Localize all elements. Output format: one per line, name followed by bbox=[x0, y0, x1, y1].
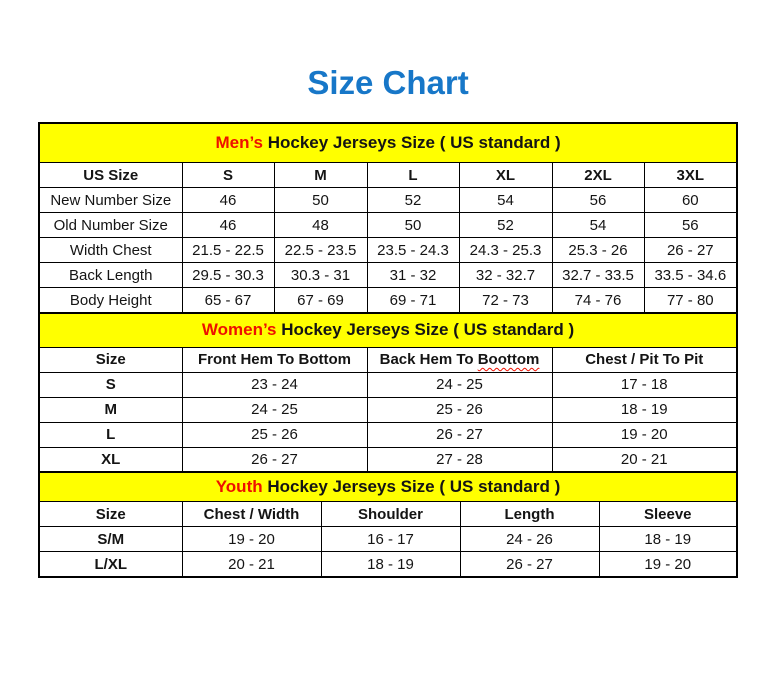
womens-size-table bbox=[38, 312, 738, 474]
youth-cell: 19 - 20 bbox=[182, 527, 321, 552]
mens-cell: 32.7 - 33.5 bbox=[552, 263, 644, 288]
mens-cell: 25.3 - 26 bbox=[552, 238, 644, 263]
mens-cell: 29.5 - 30.3 bbox=[182, 263, 274, 288]
womens-column-header-3: Chest / Pit To Pit bbox=[552, 347, 737, 372]
womens-table-row bbox=[39, 422, 737, 447]
womens-cell: 26 - 27 bbox=[367, 422, 552, 447]
youth-cell: 18 - 19 bbox=[599, 527, 737, 552]
mens-cell: 72 - 73 bbox=[459, 288, 552, 314]
page-title: Size Chart bbox=[307, 64, 469, 101]
mens-cell: 54 bbox=[552, 213, 644, 238]
mens-table-row bbox=[39, 263, 737, 288]
womens-cell: 26 - 27 bbox=[182, 447, 367, 473]
mens-cell: 56 bbox=[552, 188, 644, 213]
mens-row-label: Old Number Size bbox=[39, 213, 182, 238]
womens-cell: 20 - 21 bbox=[552, 447, 737, 473]
womens-cell: 19 - 20 bbox=[552, 422, 737, 447]
youth-section-title-highlight: Youth bbox=[215, 477, 263, 496]
womens-cell: 25 - 26 bbox=[182, 422, 367, 447]
youth-cell: 26 - 27 bbox=[460, 552, 599, 578]
womens-cell: 24 - 25 bbox=[182, 397, 367, 422]
womens-row-label: M bbox=[39, 397, 182, 422]
youth-row-label: S/M bbox=[39, 527, 182, 552]
mens-cell: 26 - 27 bbox=[644, 238, 737, 263]
mens-column-header-1: S bbox=[182, 163, 274, 188]
mens-table-row bbox=[39, 188, 737, 213]
youth-cell: 24 - 26 bbox=[460, 527, 599, 552]
mens-cell: 50 bbox=[367, 213, 459, 238]
youth-size-table bbox=[38, 471, 738, 578]
youth-table-row bbox=[39, 527, 737, 552]
mens-column-header-5: 2XL bbox=[552, 163, 644, 188]
mens-row-label: Body Height bbox=[39, 288, 182, 314]
mens-section-band bbox=[39, 123, 737, 163]
mens-cell: 24.3 - 25.3 bbox=[459, 238, 552, 263]
mens-cell: 31 - 32 bbox=[367, 263, 459, 288]
womens-row-label: L bbox=[39, 422, 182, 447]
womens-column-header-0: Size bbox=[39, 347, 182, 372]
womens-cell: 17 - 18 bbox=[552, 372, 737, 397]
mens-column-header-6: 3XL bbox=[644, 163, 737, 188]
womens-table-row bbox=[39, 397, 737, 422]
mens-cell: 33.5 - 34.6 bbox=[644, 263, 737, 288]
mens-cell: 56 bbox=[644, 213, 737, 238]
womens-section-band bbox=[39, 313, 737, 348]
youth-section-title-rest: Hockey Jerseys Size ( US standard ) bbox=[262, 477, 561, 496]
mens-row-label: Back Length bbox=[39, 263, 182, 288]
mens-row-label: New Number Size bbox=[39, 188, 182, 213]
misspelled-word: Boottom bbox=[477, 351, 540, 368]
youth-column-header-2: Shoulder bbox=[321, 502, 460, 527]
youth-section-title bbox=[39, 472, 737, 502]
mens-cell: 21.5 - 22.5 bbox=[182, 238, 274, 263]
youth-column-header-0: Size bbox=[39, 502, 182, 527]
womens-row-label: S bbox=[39, 372, 182, 397]
youth-cell: 19 - 20 bbox=[599, 552, 737, 578]
mens-cell: 48 bbox=[274, 213, 367, 238]
womens-header-row bbox=[39, 347, 737, 372]
mens-section-title-rest: Hockey Jerseys Size ( US standard ) bbox=[263, 133, 561, 152]
mens-table-row bbox=[39, 238, 737, 263]
mens-cell: 67 - 69 bbox=[274, 288, 367, 314]
womens-cell: 23 - 24 bbox=[182, 372, 367, 397]
mens-cell: 74 - 76 bbox=[552, 288, 644, 314]
mens-cell: 77 - 80 bbox=[644, 288, 737, 314]
mens-cell: 60 bbox=[644, 188, 737, 213]
womens-column-header-1: Front Hem To Bottom bbox=[182, 347, 367, 372]
mens-cell: 30.3 - 31 bbox=[274, 263, 367, 288]
womens-section-title bbox=[39, 313, 737, 348]
youth-cell: 18 - 19 bbox=[321, 552, 460, 578]
womens-cell: 25 - 26 bbox=[367, 397, 552, 422]
youth-column-header-3: Length bbox=[460, 502, 599, 527]
mens-cell: 46 bbox=[182, 213, 274, 238]
size-tables bbox=[38, 122, 736, 578]
mens-cell: 69 - 71 bbox=[367, 288, 459, 314]
mens-table-row bbox=[39, 213, 737, 238]
mens-cell: 65 - 67 bbox=[182, 288, 274, 314]
womens-cell: 24 - 25 bbox=[367, 372, 552, 397]
mens-column-header-0: US Size bbox=[39, 163, 182, 188]
youth-header-row bbox=[39, 502, 737, 527]
youth-column-header-1: Chest / Width bbox=[182, 502, 321, 527]
mens-cell: 52 bbox=[367, 188, 459, 213]
womens-section-title-rest: Hockey Jerseys Size ( US standard ) bbox=[276, 320, 575, 339]
womens-row-label: XL bbox=[39, 447, 182, 473]
mens-row-label: Width Chest bbox=[39, 238, 182, 263]
womens-cell: 27 - 28 bbox=[367, 447, 552, 473]
youth-cell: 16 - 17 bbox=[321, 527, 460, 552]
womens-section-title-highlight: Women’s bbox=[201, 320, 277, 339]
mens-cell: 22.5 - 23.5 bbox=[274, 238, 367, 263]
mens-cell: 52 bbox=[459, 213, 552, 238]
mens-column-header-4: XL bbox=[459, 163, 552, 188]
mens-cell: 54 bbox=[459, 188, 552, 213]
mens-section-title bbox=[39, 123, 737, 163]
youth-cell: 20 - 21 bbox=[182, 552, 321, 578]
mens-cell: 32 - 32.7 bbox=[459, 263, 552, 288]
mens-column-header-2: M bbox=[274, 163, 367, 188]
youth-table-row bbox=[39, 552, 737, 578]
womens-cell: 18 - 19 bbox=[552, 397, 737, 422]
womens-table-row bbox=[39, 372, 737, 397]
youth-row-label: L/XL bbox=[39, 552, 182, 578]
mens-cell: 23.5 - 24.3 bbox=[367, 238, 459, 263]
youth-column-header-4: Sleeve bbox=[599, 502, 737, 527]
mens-header-row bbox=[39, 163, 737, 188]
womens-column-header-2: Back Hem To Boottom bbox=[367, 347, 552, 372]
mens-section-title-highlight: Men’s bbox=[215, 133, 263, 152]
mens-table-row bbox=[39, 288, 737, 314]
womens-table-row bbox=[39, 447, 737, 473]
mens-cell: 46 bbox=[182, 188, 274, 213]
mens-column-header-3: L bbox=[367, 163, 459, 188]
mens-cell: 50 bbox=[274, 188, 367, 213]
mens-size-table bbox=[38, 122, 738, 314]
youth-section-band bbox=[39, 472, 737, 502]
